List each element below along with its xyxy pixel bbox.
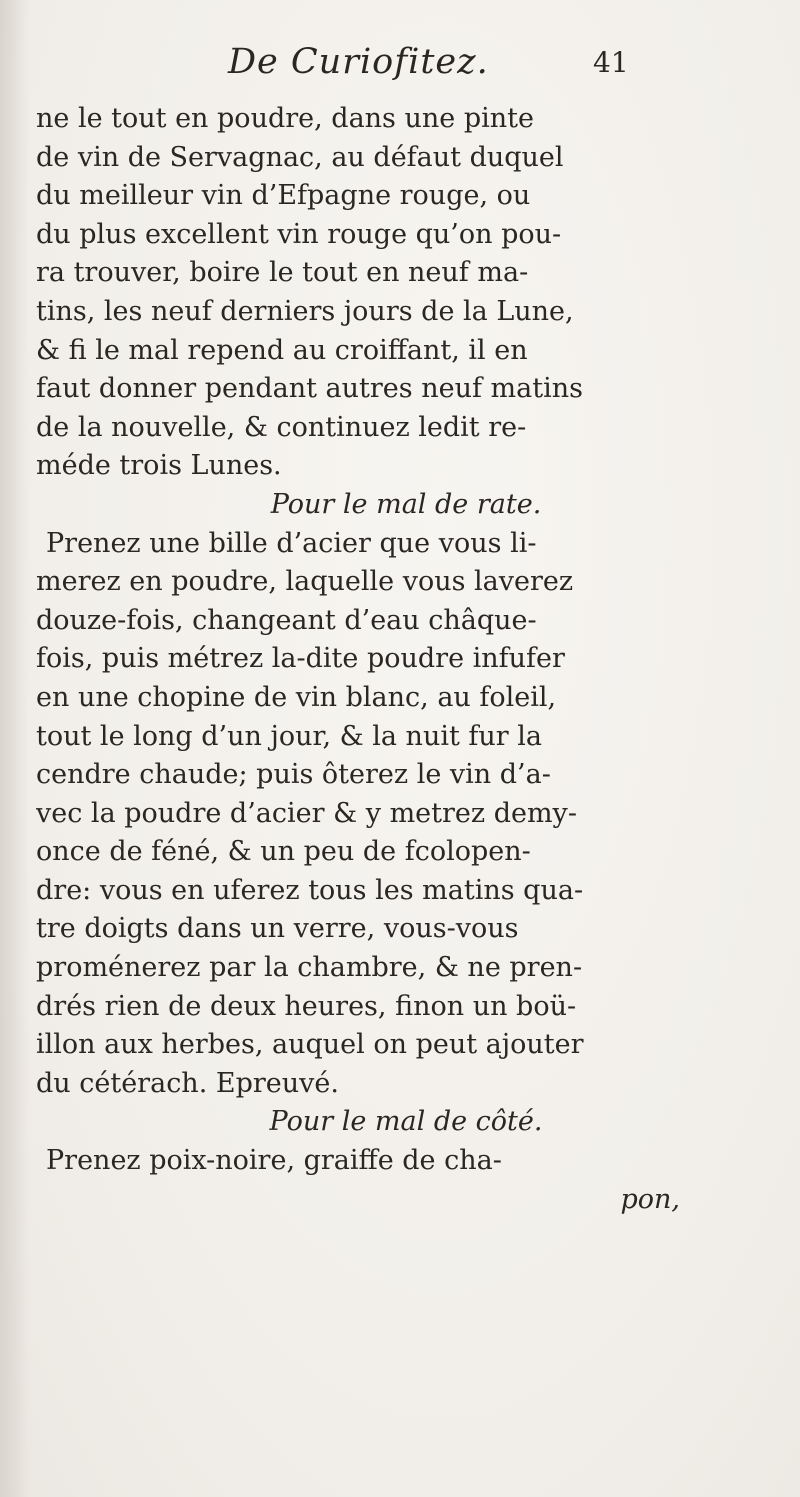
text-line: vec la poudre d’acier & y metrez demy-: [36, 797, 577, 829]
section-heading-rate: Pour le mal de rate.: [270, 488, 542, 520]
text-line: merez en poudre, laquelle vous laverez: [36, 566, 574, 598]
page-text: [36, 100, 776, 1219]
text-line: tins, les neuf derniers jours de la Lune,: [36, 295, 574, 327]
text-line: douze-fois, changeant d’eau châque-: [36, 604, 537, 636]
text-line: once de féné, & un peu de fcolopen-: [36, 836, 531, 868]
page-gutter: [0, 0, 30, 1497]
text-line: illon aux herbes, auquel on peut ajouter: [36, 1029, 584, 1061]
text-line: de la nouvelle, & continuez ledit re-: [36, 411, 527, 443]
text-line: tout le long d’un jour, & la nuit fur la: [36, 720, 542, 752]
text-line: du meilleur vin d’Efpagne rouge, ou: [36, 180, 531, 212]
text-line: faut donner pendant autres neuf matins: [36, 373, 583, 405]
text-line: drés rien de deux heures, finon un boü-: [36, 990, 577, 1022]
text-line: méde trois Lunes.: [36, 450, 282, 482]
text-line: ra trouver, boire le tout en neuf ma-: [36, 257, 529, 289]
text-line: cendre chaude; puis ôterez le vin d’a-: [36, 759, 551, 791]
text-line: en une chopine de vin blanc, au foleil,: [36, 681, 557, 713]
catchword: pon,: [620, 1183, 680, 1215]
text-line: fois, puis métrez la-dite poudre infufer: [36, 643, 565, 675]
text-line: du plus excellent vin rouge qu’on pou-: [36, 218, 562, 250]
text-line: dre: vous en uferez tous les matins qua-: [36, 874, 584, 906]
text-line: & fi le mal repend au croiffant, il en: [36, 334, 528, 366]
text-line: de vin de Servagnac, au défaut duquel: [36, 141, 564, 173]
page-header: [0, 42, 800, 92]
text-line: tre doigts dans un verre, vous-vous: [36, 913, 519, 945]
text-line: ne le tout en poudre, dans une pinte: [36, 103, 534, 134]
text-line: du cétérach. Epreuvé.: [36, 1067, 339, 1099]
page-number: 41: [593, 46, 629, 79]
section-heading-cote: Pour le mal de côté.: [269, 1106, 543, 1138]
text-line: Prenez poix-noire, graiffe de cha-: [46, 1145, 502, 1177]
text-line: Prenez une bille d’acier que vous li-: [46, 527, 537, 559]
text-line: proménerez par la chambre, & ne pren-: [36, 952, 583, 984]
running-title: De Curiofitez.: [228, 42, 489, 82]
